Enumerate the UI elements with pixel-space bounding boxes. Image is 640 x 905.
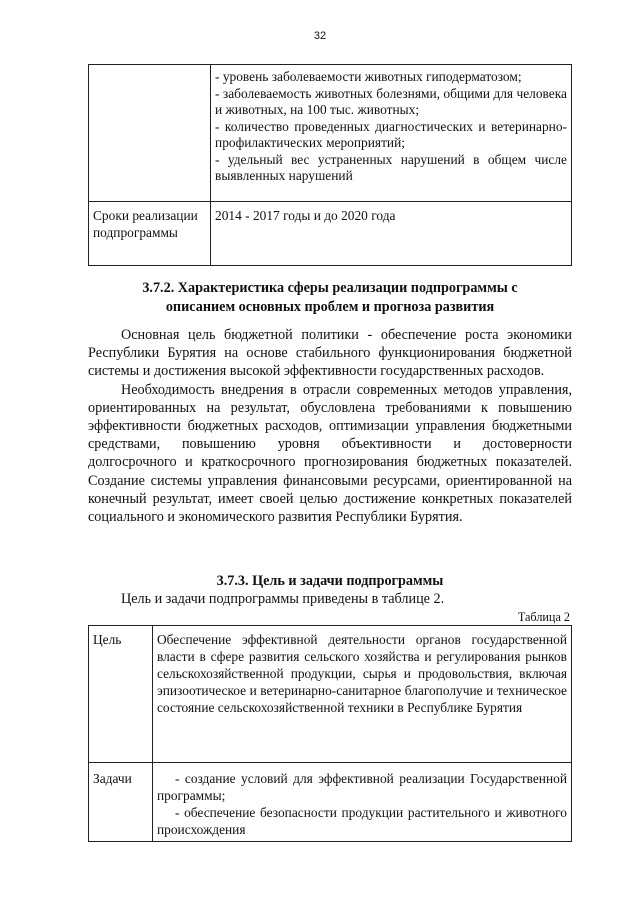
goal-label: Цель — [89, 626, 153, 763]
section-body — [88, 326, 572, 526]
timeline-value: 2014 - 2017 годы и до 2020 года — [211, 202, 572, 266]
table-row — [89, 626, 572, 763]
table-row — [89, 763, 572, 842]
page-number: 32 — [313, 30, 327, 42]
table-row — [89, 202, 572, 266]
goal-text: Обеспечение эффективной деятельности органов государственной власти в сфере развития сельского хозяйства и регулирования рынков сельскохозяйственной продукции, сырья и продовольствия, включая эпизоотическое и ветеринарно-санитарное благополучие и техническое состояние сельскохозяйственной техники в Республике Бурятия — [152, 626, 571, 763]
tasks-list — [152, 763, 571, 842]
heading-line: 3.7.2. Характеристика сферы реализации подпрограммы с — [142, 280, 518, 296]
indicator-item: - количество проведенных диагностических и ветеринарно-профилактических мероприятий; — [215, 118, 567, 150]
paragraph: Необходимость внедрения в отрасли современных методов управления, ориентированных на результат, обусловлена требованиями к повышению эффективности бюджетных расходов, оптимизации управления бюджетными средствами, повышению уровня объективности и достоверности долгосрочного и краткосрочного прогнозирования бюджетных показателей. Создание системы управления финансовыми ресурсами, ориентированной на конечный результат, имеет своей целью достижение конкретных показателей социального и экономического развития Республики Бурятия. — [88, 381, 572, 526]
table-cell-indicators — [211, 65, 572, 202]
table-intro: Цель и задачи подпрограммы приведены в таблице 2. — [121, 591, 445, 607]
task-item: - обеспечение безопасности продукции растительного и животного происхождения — [156, 804, 567, 837]
indicator-item: - удельный вес устраненных нарушений в общем числе выявленных нарушений — [215, 151, 567, 183]
indicators-table — [88, 64, 572, 266]
task-item: - создание условий для эффективной реализации Государственной программы; — [156, 771, 567, 803]
heading-line: описанием основных проблем и прогноза развития — [165, 299, 495, 315]
goals-table — [88, 625, 572, 842]
paragraph: Основная цель бюджетной политики - обеспечение роста экономики Республики Бурятия на основе стабильного функционирования бюджетной системы и достижения высокой эффективности государственных расходов. — [88, 327, 572, 380]
table-cell-label — [89, 65, 211, 202]
indicator-item: - заболеваемость животных болезнями, общими для человека и животных, на 100 тыс. животных; — [215, 85, 567, 117]
table-caption: Таблица 2 — [517, 610, 570, 624]
tasks-label: Задачи — [89, 763, 153, 842]
indicator-item: - уровень заболеваемости животных гиподерматозом; — [215, 69, 522, 84]
table-row — [89, 65, 572, 202]
timeline-label: Сроки реализации подпрограммы — [89, 202, 211, 266]
section-heading-3-7-2 — [88, 279, 572, 317]
section-heading-3-7-3: 3.7.3. Цель и задачи подпрограммы — [216, 573, 444, 589]
